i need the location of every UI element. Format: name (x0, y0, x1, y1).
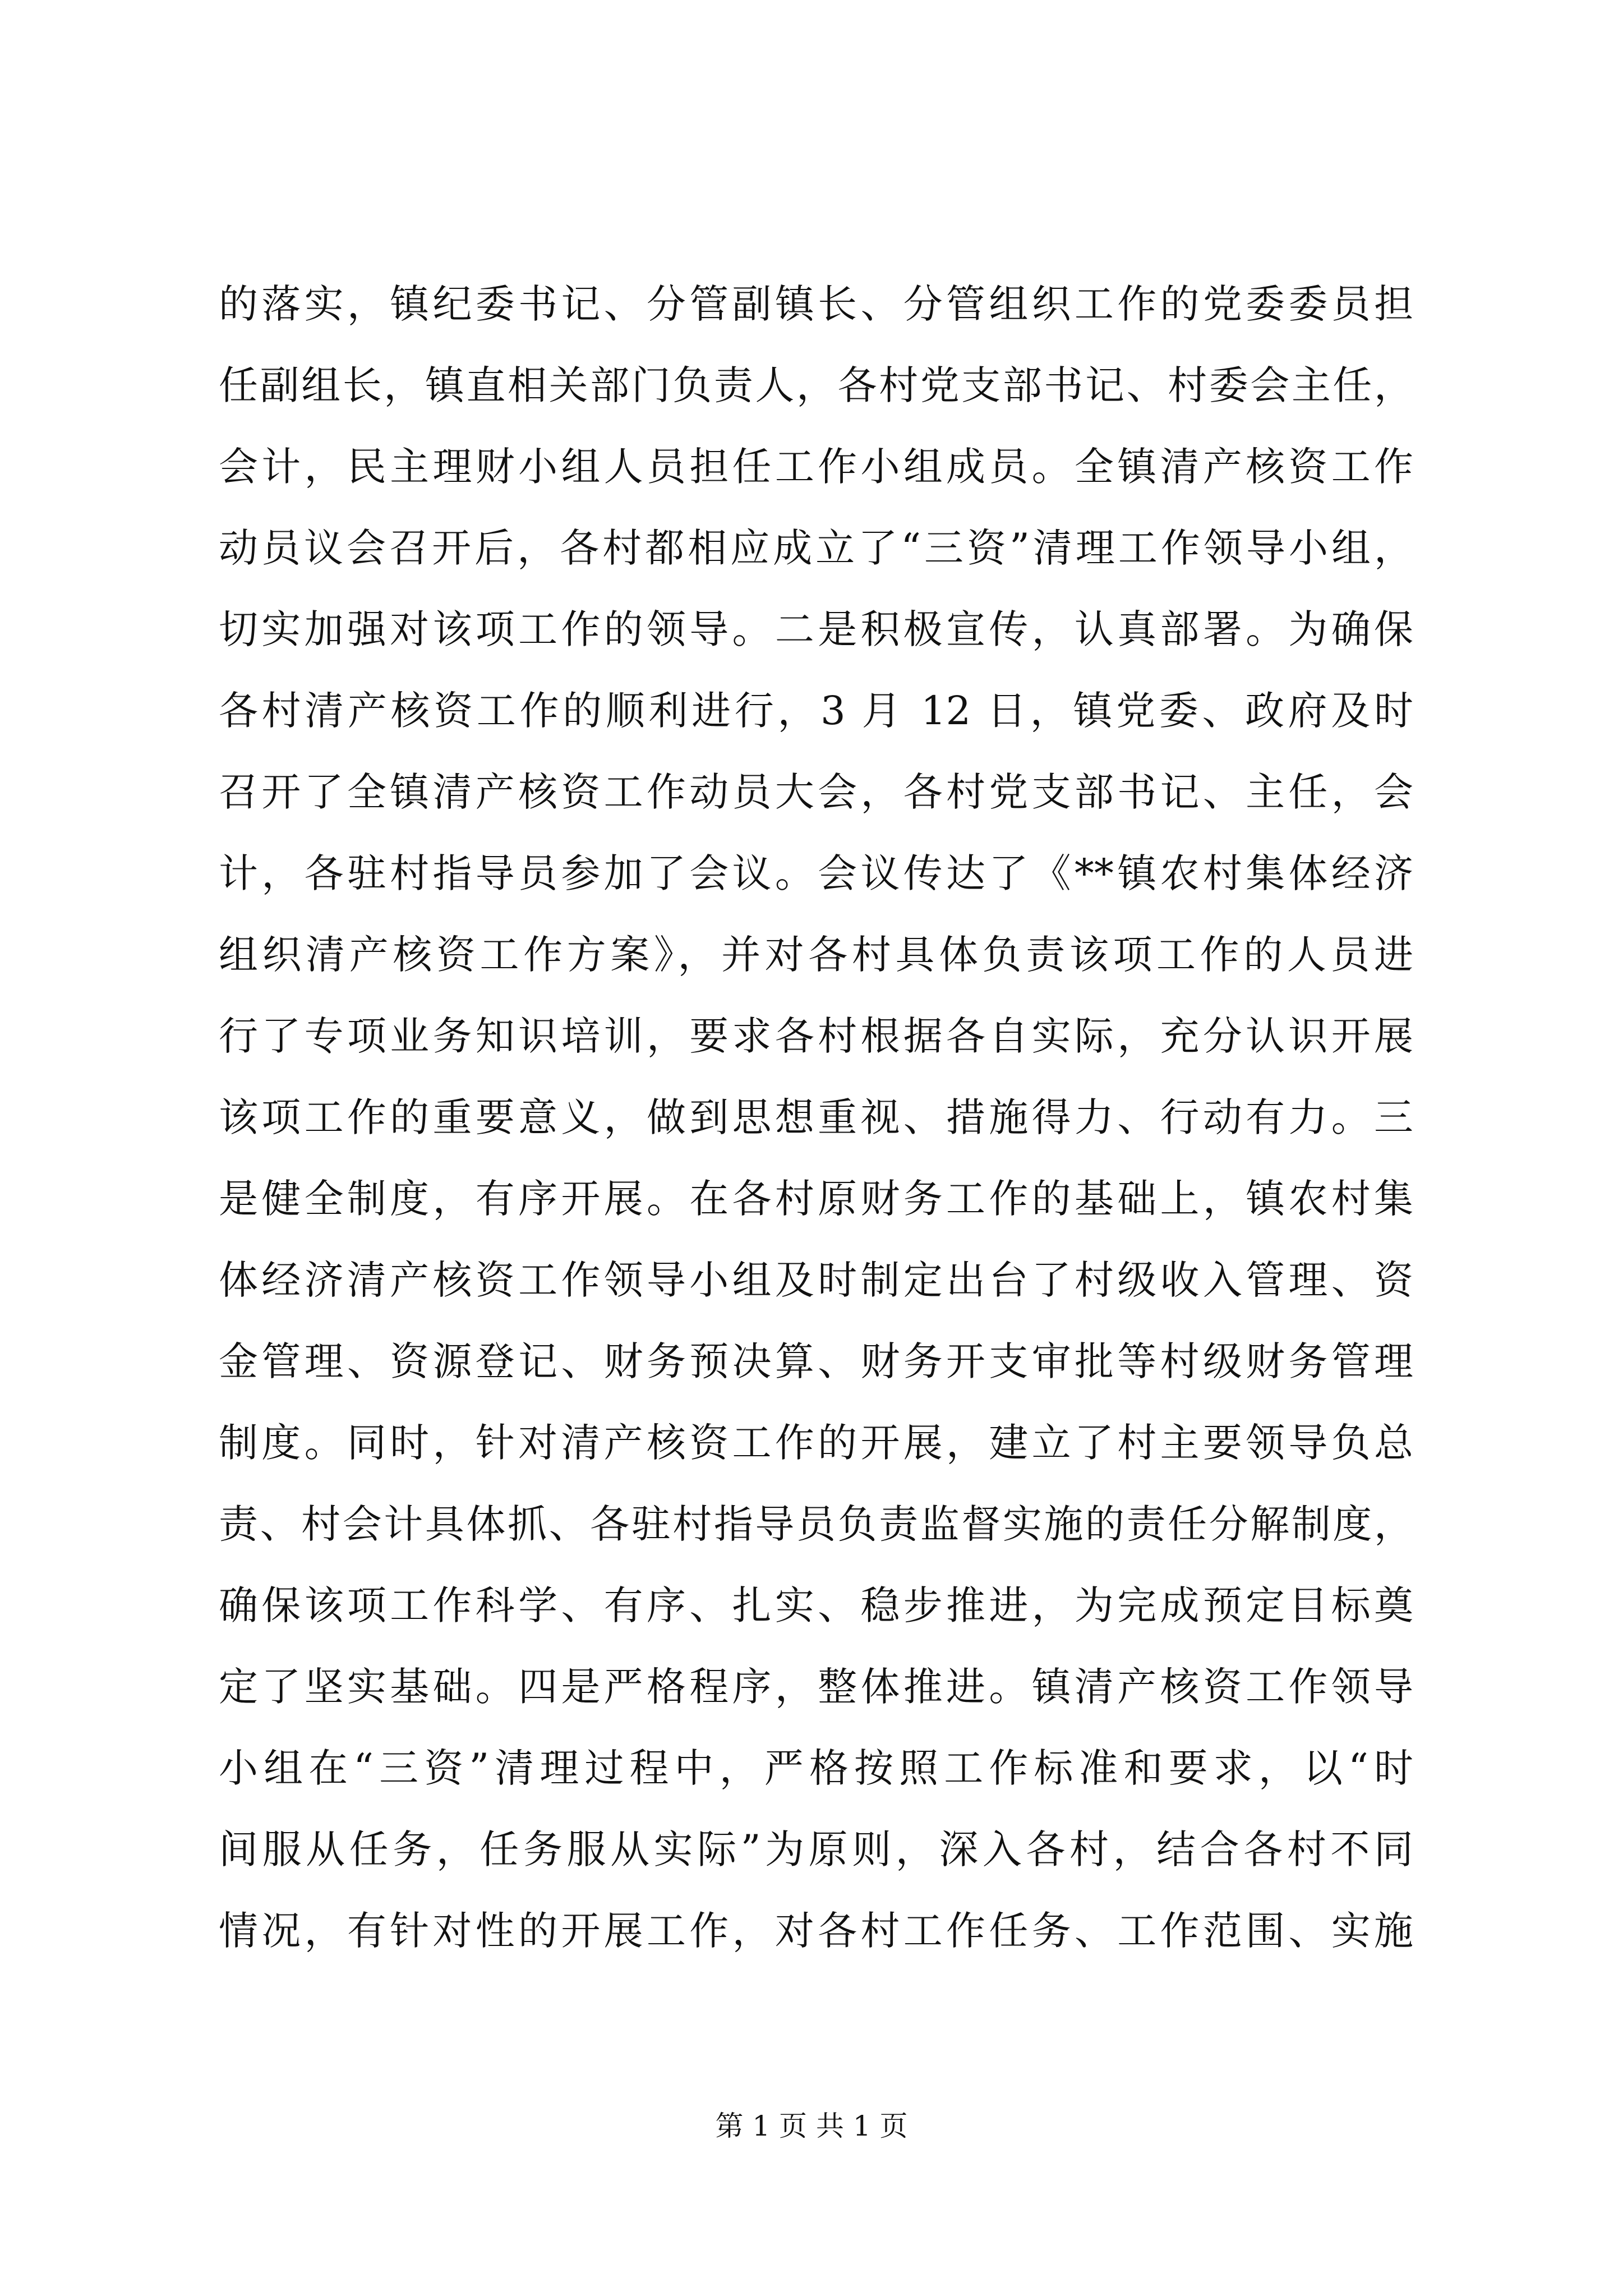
text-line: 切实加强对该项工作的领导。二是积极宣传，认真部署。为确保 (219, 606, 1413, 652)
text-line: 召开了全镇清产核资工作动员大会，各村党支部书记、主任，会 (219, 769, 1413, 815)
text-line: 是健全制度，有序开展。在各村原财务工作的基础上，镇农村集 (219, 1176, 1413, 1222)
text-line: 情况，有针对性的开展工作，对各村工作任务、工作范围、实施 (219, 1908, 1413, 1954)
body-paragraph (219, 264, 1413, 1972)
text-line: 动员议会召开后，各村都相应成立了“三资”清理工作领导小组， (219, 525, 1413, 571)
text-line: 计，各驻村指导员参加了会议。会议传达了《**镇农村集体经济 (219, 850, 1413, 896)
text-line: 小组在“三资”清理过程中，严格按照工作标准和要求，以“时 (219, 1745, 1413, 1791)
text-line: 该项工作的重要意义，做到思想重视、措施得力、行动有力。三 (219, 1094, 1413, 1140)
text-line: 确保该项工作科学、有序、扎实、稳步推进，为完成预定目标奠 (219, 1582, 1413, 1628)
text-line: 定了坚实基础。四是严格程序，整体推进。镇清产核资工作领导 (219, 1664, 1413, 1710)
text-line: 间服从任务，任务服从实际”为原则，深入各村，结合各村不同 (219, 1826, 1413, 1872)
text-line: 责、村会计具体抓、各驻村指导员负责监督实施的责任分解制度， (219, 1501, 1413, 1547)
text-line: 的落实，镇纪委书记、分管副镇长、分管组织工作的党委委员担 (219, 281, 1413, 327)
text-line: 制度。同时，针对清产核资工作的开展，建立了村主要领导负总 (219, 1420, 1413, 1466)
text-line: 任副组长，镇直相关部门负责人，各村党支部书记、村委会主任， (219, 362, 1413, 408)
text-line: 各村清产核资工作的顺利进行，3 月 12 日，镇党委、政府及时 (219, 688, 1413, 734)
text-line: 金管理、资源登记、财务预决算、财务开支审批等村级财务管理 (219, 1338, 1413, 1384)
text-line: 行了专项业务知识培训，要求各村根据各自实际，充分认识开展 (219, 1013, 1413, 1059)
text-line: 会计，民主理财小组人员担任工作小组成员。全镇清产核资工作 (219, 444, 1413, 490)
text-line: 组织清产核资工作方案》，并对各村具体负责该项工作的人员进 (219, 932, 1413, 978)
text-line: 体经济清产核资工作领导小组及时制定出台了村级收入管理、资 (219, 1257, 1413, 1303)
page-footer (0, 2104, 1623, 2144)
page-number-label: 第 1 页 共 1 页 (715, 2110, 908, 2142)
